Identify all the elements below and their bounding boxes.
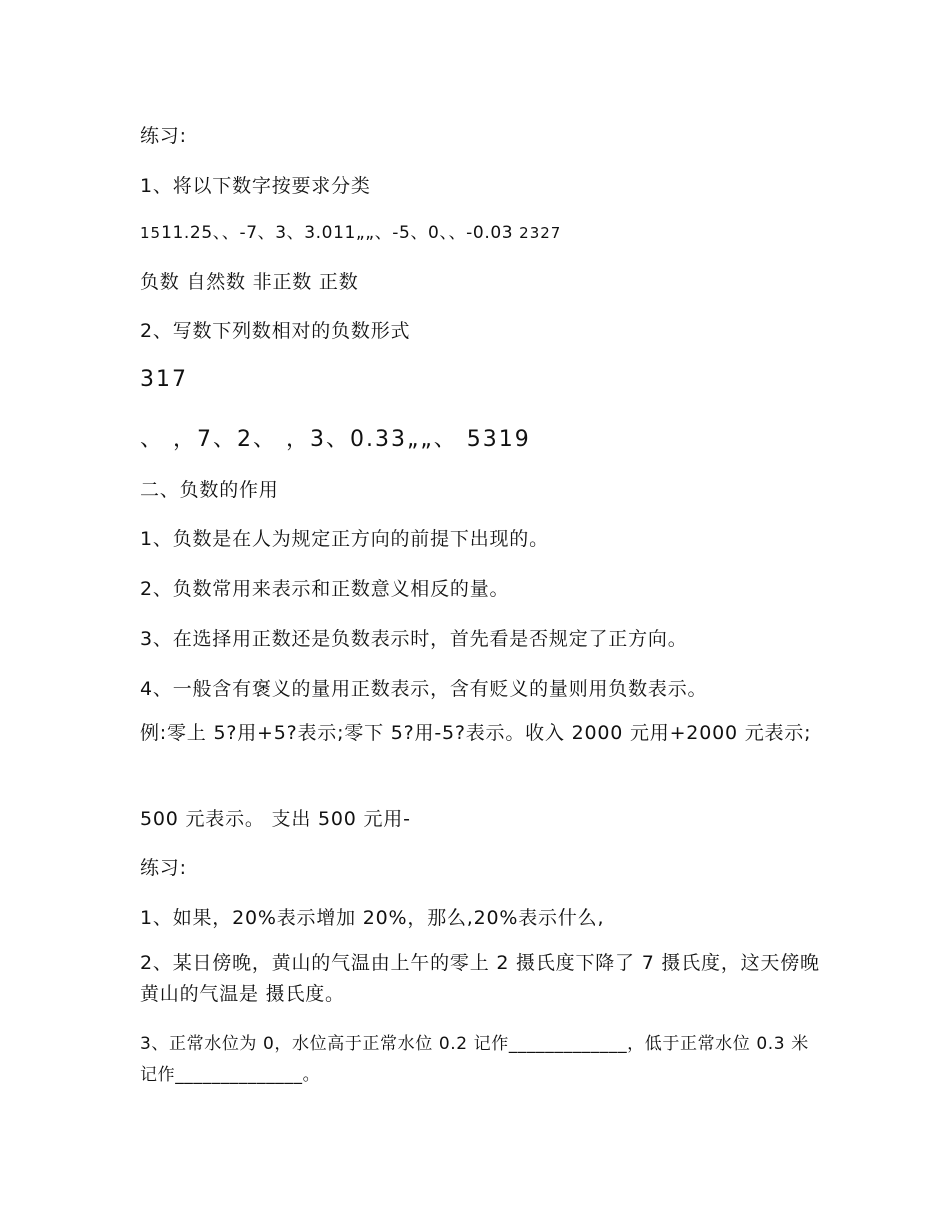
example-paragraph: 例:零上 5?用+5?表示;零下 5?用-5?表示。收入 2000 元用+2000 元表示; <box>140 722 812 744</box>
practice-heading-1: 练习: <box>140 125 187 147</box>
point-4: 4、一般含有褒义的量用正数表示，含有贬义的量则用负数表示。 <box>140 678 708 700</box>
section-2-heading: 二、负数的作用 <box>140 479 279 501</box>
number-list-prefix: 15 <box>140 224 162 242</box>
number-list-main: 11.25、、-7、3、3.011„„、-5、0、、-0.03 <box>161 223 520 243</box>
point-1: 1、负数是在人为规定正方向的前提下出现的。 <box>140 528 549 550</box>
practice-heading-2: 练习: <box>140 857 187 879</box>
question-1-title: 1、将以下数字按要求分类 <box>140 175 371 197</box>
question-2-title: 2、写数下列数相对的负数形式 <box>140 320 411 342</box>
number-list-suffix: 2327 <box>519 224 562 242</box>
number-list <box>140 218 561 243</box>
point-3: 3、在选择用正数还是负数表示时，首先看是否规定了正方向。 <box>140 628 688 650</box>
fraction-list: 、 ，7、2、 ，3、0.33„„、 5319 <box>140 427 531 452</box>
fraction-numerators: 317 <box>140 367 188 392</box>
category-labels: 负数 自然数 非正数 正数 <box>140 271 359 293</box>
example-continuation: 500 元表示。 支出 500 元用- <box>140 808 411 830</box>
practice-question-3: 3、正常水位为 0，水位高于正常水位 0.2 记作_____________，低于正常水位 0.3 米记作______________。 <box>140 1034 809 1085</box>
practice-question-1: 1、如果，20%表示增加 20%，那么,20%表示什么, <box>140 907 605 929</box>
practice-question-2: 2、某日傍晚，黄山的气温由上午的零上 2 摄氏度下降了 7 摄氏度，这天傍晚黄山的气温是 摄氏度。 <box>140 952 820 1005</box>
point-2: 2、负数常用来表示和正数意义相反的量。 <box>140 578 510 600</box>
